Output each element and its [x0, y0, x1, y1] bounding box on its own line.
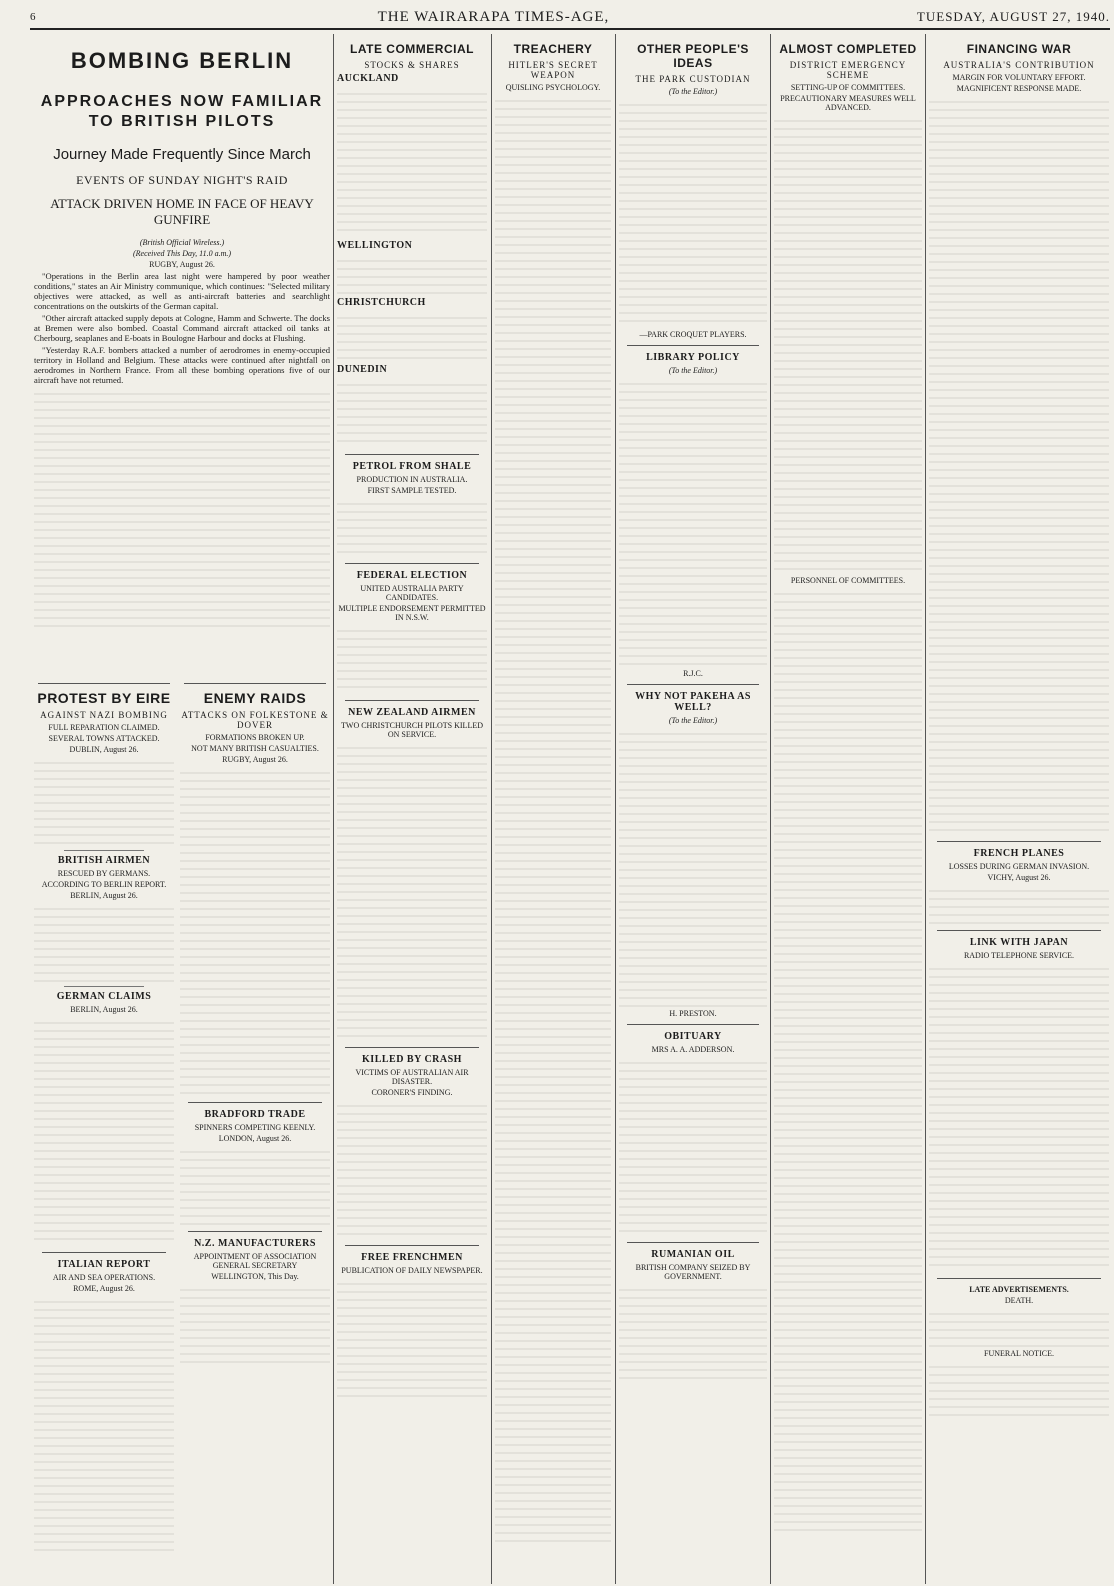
column-rule [333, 34, 334, 1584]
subheadline: RESCUED BY GERMANS. [57, 869, 151, 878]
subheadline: DISTRICT EMERGENCY SCHEME [789, 60, 907, 80]
text-block [929, 884, 1109, 924]
newspaper-title: THE WAIRARAPA TIMES-AGE, [377, 8, 610, 25]
section-wellington: WELLINGTON [337, 240, 413, 251]
subheadline: BRITISH COMPANY SEIZED BY GOVERNMENT. [635, 1263, 751, 1281]
section-death: DEATH. [1004, 1296, 1034, 1305]
signature: R.J.C. [683, 669, 703, 678]
text-block [337, 624, 487, 694]
headline-treachery: TREACHERY [513, 42, 593, 56]
text-block [619, 1056, 767, 1236]
subheadline: PRECAUTIONARY MEASURES WELL ADVANCED. [780, 94, 916, 112]
page-number: 6 [30, 11, 36, 23]
headline-link-with-japan: LINK WITH JAPAN [969, 937, 1069, 948]
headline: BOMBING BERLIN [70, 48, 294, 73]
headline-bradford-trade: BRADFORD TRADE [204, 1109, 306, 1120]
headline-other-peoples-ideas: OTHER PEOPLE'S IDEAS [637, 42, 749, 70]
headline-italian-report: ITALIAN REPORT [57, 1259, 151, 1270]
signature: H. PRESTON. [669, 1009, 717, 1018]
subheadline: FIRST SAMPLE TESTED. [367, 486, 457, 495]
text-block [180, 766, 330, 1096]
subheadline: TWO CHRISTCHURCH PILOTS KILLED ON SERVICE. [341, 721, 483, 739]
subheadline: HITLER'S SECRET WEAPON [508, 60, 598, 80]
paragraph: "Operations in the Berlin area last night were hampered by poor weather conditions," states an Air Ministry communique, which continues: "Selected military objectives were attacked, as well as anti-aircraft batteries and searchlight concentrations on the outskirts of the German capital. [34, 271, 330, 311]
text-block [337, 254, 487, 294]
paragraph: "Other aircraft attacked supply depots at Cologne, Hamm and Schwerte. The docks at Bremen were also bombed. Coastal Command aircraft attacked oil tanks at Cherbourg, seaplanes and E-boats in Boulogne Harbour and docks at Flushing. [34, 313, 330, 343]
subheadline: NOT MANY BRITISH CASUALTIES. [191, 744, 319, 753]
text-block [619, 1283, 767, 1383]
subheadline: LOSSES DURING GERMAN INVASION. [948, 862, 1090, 871]
subheadline: SEVERAL TOWNS ATTACKED. [48, 734, 160, 743]
text-block [337, 497, 487, 557]
subheadline: AIR AND SEA OPERATIONS. [52, 1273, 156, 1282]
text-block [774, 114, 922, 574]
to-editor: (To the Editor.) [668, 716, 718, 725]
subheadline: RADIO TELEPHONE SERVICE. [963, 951, 1075, 960]
subheadline: Journey Made Frequently Since March [53, 146, 311, 163]
text-block [34, 1016, 174, 1246]
article-bombing-berlin [34, 36, 330, 686]
subheadline: MAGNIFICENT RESPONSE MADE. [956, 84, 1082, 93]
text-block [337, 311, 487, 361]
headline-nz-manufacturers: N.Z. MANUFACTURERS [194, 1238, 316, 1249]
text-block [34, 756, 174, 846]
column-financing [929, 36, 1109, 1584]
masthead [30, 6, 1110, 28]
headline-rumanian-oil: RUMANIAN OIL [651, 1249, 735, 1260]
headline-british-airmen: BRITISH AIRMEN [57, 855, 151, 866]
column-emergency-scheme [774, 36, 922, 1584]
subheadline: MARGIN FOR VOLUNTARY EFFORT. [952, 73, 1086, 82]
dateline: VICHY, August 26. [987, 873, 1051, 882]
column-rule [925, 34, 926, 1584]
text-block [337, 1099, 487, 1239]
section-funeral-notice: FUNERAL NOTICE. [984, 1349, 1054, 1358]
headline-obituary: OBITUARY [664, 1031, 722, 1042]
text-block [929, 962, 1109, 1272]
text-block [495, 94, 611, 1544]
column-commercial [337, 36, 487, 1584]
text-block [337, 1277, 487, 1397]
column-rule [770, 34, 771, 1584]
subheadline: PUBLICATION OF DAILY NEWSPAPER. [341, 1266, 483, 1275]
dateline: RUGBY, August 26. [222, 755, 288, 764]
headline-nz-airmen: NEW ZEALAND AIRMEN [348, 707, 476, 718]
dateline: LONDON, August 26. [218, 1134, 292, 1143]
headline-petrol-from-shale: PETROL FROM SHALE [352, 461, 472, 472]
text-block [337, 741, 487, 1041]
column-left-b [180, 683, 330, 1583]
column-letters [619, 36, 767, 1584]
headline-german-claims: GERMAN CLAIMS [56, 991, 152, 1002]
text-block [929, 95, 1109, 835]
text-block [619, 98, 767, 328]
subheadline: CORONER'S FINDING. [371, 1088, 453, 1097]
dateline: BERLIN, August 26. [70, 891, 138, 900]
paragraph: "Yesterday R.A.F. bombers attacked a number of aerodromes in enemy-occupied territory in Holland and Belgium. These attacks were continued after nightfall on aerodromes in Northern France. From all these bombing operations five of our aircraft have not returned. [34, 345, 330, 385]
subheadline: FULL REPARATION CLAIMED. [48, 723, 160, 732]
masthead-rule [30, 28, 1110, 30]
subheadline: AGAINST NAZI BOMBING [40, 710, 168, 720]
section-christchurch: CHRISTCHURCH [337, 297, 426, 308]
article-body [34, 271, 330, 385]
text-block [34, 387, 330, 627]
subheadline: MULTIPLE ENDORSEMENT PERMITTED IN N.S.W. [338, 604, 486, 622]
dateline: DUBLIN, August 26. [69, 745, 139, 754]
subheadline: ATTACK DRIVEN HOME IN FACE OF HEAVY GUNFIRE [50, 196, 314, 227]
headline-enemy-raids: ENEMY RAIDS [203, 690, 307, 706]
subheadline: VICTIMS OF AUSTRALIAN AIR DISASTER. [355, 1068, 469, 1086]
subheadline: THE PARK CUSTODIAN [635, 74, 751, 84]
subheadline: APPROACHES NOW FAMILIAR TO BRITISH PILOTS [40, 93, 324, 130]
headline-federal-election: FEDERAL ELECTION [356, 570, 468, 581]
subheadline: ACCORDING TO BERLIN REPORT. [41, 880, 167, 889]
subheadline: AUSTRALIA'S CONTRIBUTION [943, 60, 1095, 70]
subheadline: UNITED AUSTRALIA PARTY CANDIDATES. [360, 584, 464, 602]
headline-killed-by-crash: KILLED BY CRASH [362, 1054, 462, 1065]
headline-library-policy: LIBRARY POLICY [646, 352, 740, 363]
headline-financing-war: FINANCING WAR [966, 42, 1072, 56]
headline-almost-completed: ALMOST COMPLETED [779, 42, 917, 56]
subheadline: PERSONNEL OF COMMITTEES. [790, 576, 906, 585]
dateline: WELLINGTON, This Day. [211, 1272, 299, 1281]
subheadline: SETTING-UP OF COMMITTEES. [790, 83, 906, 92]
column-left-a [34, 683, 174, 1583]
subheadline: FORMATIONS BROKEN UP. [205, 733, 305, 742]
to-editor: (To the Editor.) [668, 366, 718, 375]
text-block [774, 587, 922, 1537]
received-line: (Received This Day, 11.0 a.m.) [132, 249, 232, 258]
headline-eire: PROTEST BY EIRE [37, 690, 171, 706]
dateline: RUGBY, August 26. [149, 260, 215, 269]
subheadline: STOCKS & SHARES [364, 60, 460, 70]
text-block [180, 1283, 330, 1363]
subheadline: APPOINTMENT OF ASSOCIATION GENERAL SECRETARY [193, 1252, 317, 1270]
credit: (British Official Wireless.) [139, 238, 225, 247]
subheadline: MRS A. A. ADDERSON. [651, 1045, 735, 1054]
section-auckland: AUCKLAND [337, 73, 399, 84]
section-dunedin: DUNEDIN [337, 364, 388, 375]
text-block [929, 1360, 1109, 1420]
headline-why-not-pakeha: WHY NOT PAKEHA AS WELL? [635, 691, 751, 713]
text-block [34, 902, 174, 982]
headline-free-frenchmen: FREE FRENCHMEN [361, 1252, 463, 1263]
dateline: BERLIN, August 26. [70, 1005, 138, 1014]
headline-late-advertisements: LATE ADVERTISEMENTS. [969, 1285, 1069, 1294]
subheadline: PRODUCTION IN AUSTRALIA. [356, 475, 468, 484]
dateline: ROME, August 26. [73, 1284, 135, 1293]
column-treachery [495, 36, 611, 1584]
subheadline: EVENTS OF SUNDAY NIGHT'S RAID [76, 173, 288, 187]
headline-french-planes: FRENCH PLANES [973, 848, 1065, 859]
text-block [337, 87, 487, 237]
column-rule [615, 34, 616, 1584]
headline-late-commercial: LATE COMMERCIAL [350, 42, 474, 56]
text-block [619, 377, 767, 667]
text-block [180, 1145, 330, 1225]
subheadline: QUISLING PSYCHOLOGY. [505, 83, 601, 92]
signature: —PARK CROQUET PLAYERS. [639, 330, 747, 339]
subheadline: ATTACKS ON FOLKESTONE & DOVER [181, 710, 329, 730]
text-block [929, 1307, 1109, 1347]
column-rule [491, 34, 492, 1584]
to-editor: (To the Editor.) [668, 87, 718, 96]
text-block [337, 378, 487, 448]
text-block [34, 1295, 174, 1555]
issue-date: TUESDAY, AUGUST 27, 1940. [916, 9, 1110, 24]
subheadline: SPINNERS COMPETING KEENLY. [194, 1123, 316, 1132]
text-block [619, 727, 767, 1007]
